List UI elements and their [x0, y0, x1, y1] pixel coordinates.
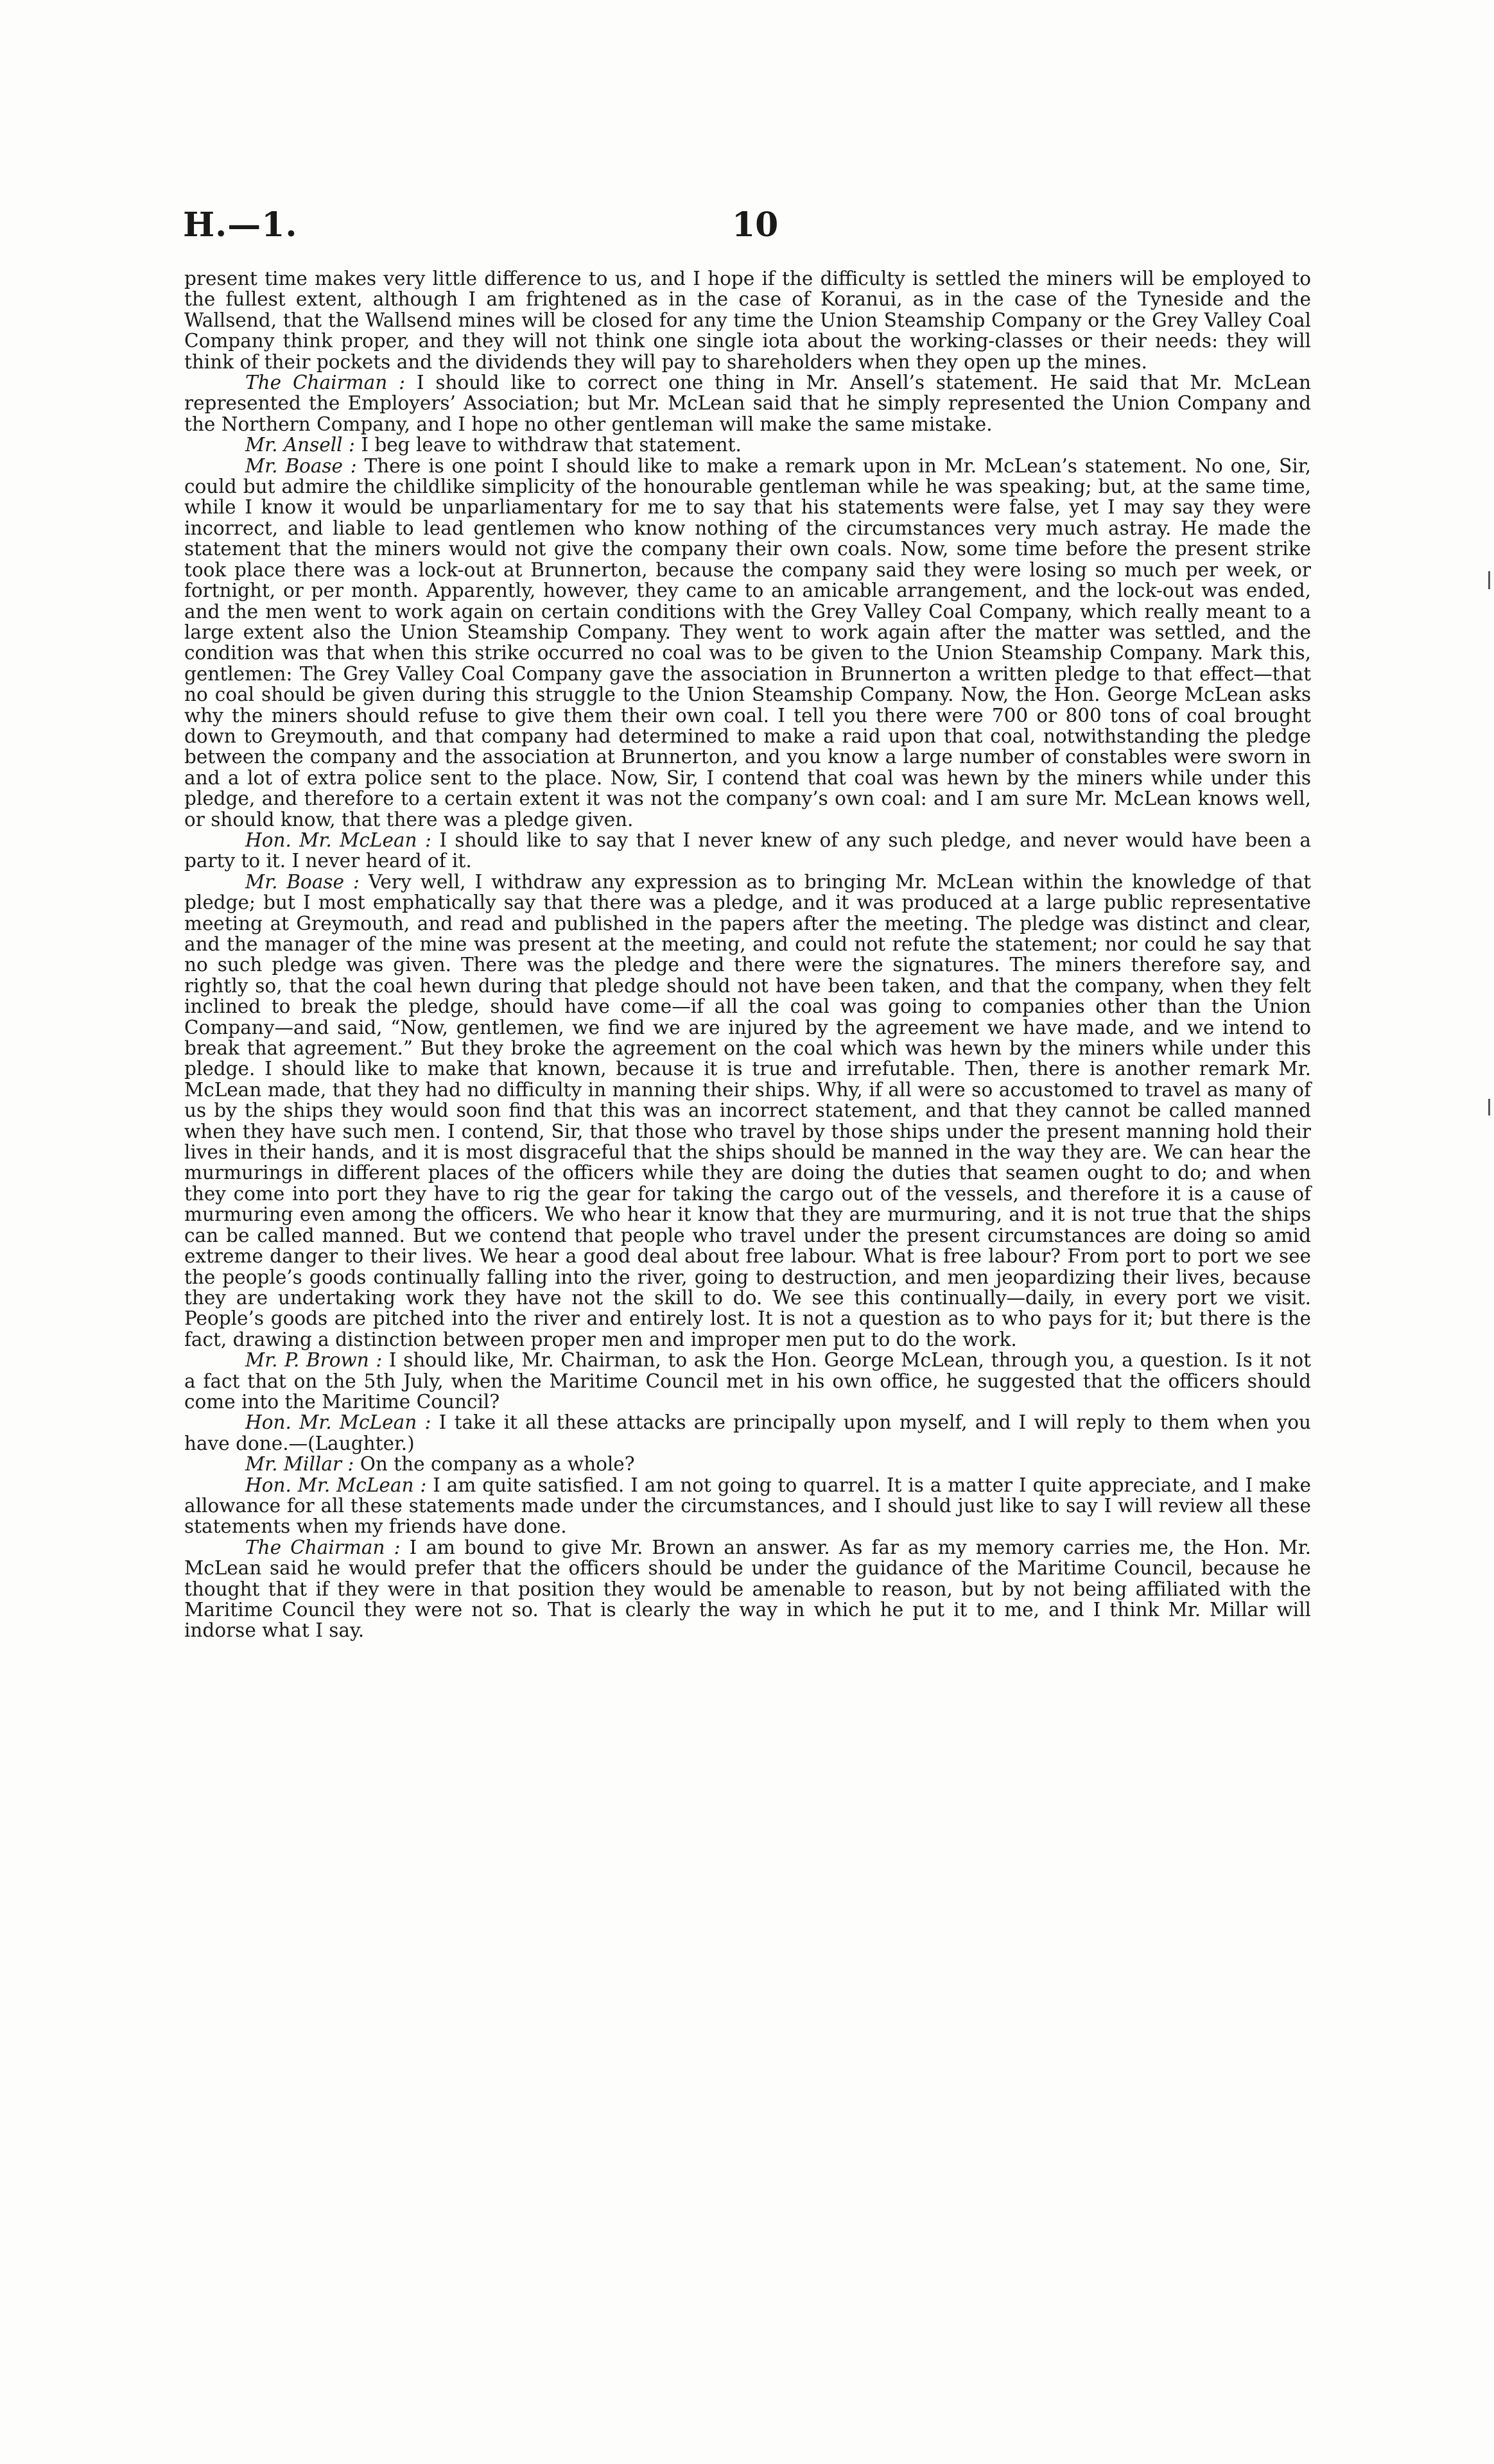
paragraph-text: I am bound to give Mr. Brown an answer. As far as my memory carries me, the Hon. Mr. McLean said he would prefer that the officers should be under the guidance of the Maritime Council, because he thought that if they were in that position they would be amenable to reason, but by not being affiliated with the Maritime Council they were not so. That is clearly the way in which he put it to me, and I think Mr. Millar will indorse what I say.	[184, 1536, 1311, 1642]
scan-mark	[1488, 571, 1490, 589]
paragraph	[184, 268, 1311, 372]
transcript-body	[184, 268, 1311, 1641]
speaker-name: Mr. P. Brown :	[245, 1349, 383, 1372]
paragraph-text: I take it all these attacks are principally upon myself, and I will reply to them when you have done.—(Laughter.)	[184, 1411, 1311, 1454]
speaker-name: Hon. Mr. McLean :	[245, 1474, 427, 1496]
paragraph	[184, 1350, 1311, 1412]
paragraph	[184, 435, 1311, 455]
paragraph-text: I beg leave to withdraw that statement.	[361, 434, 742, 456]
speaker-name: Hon. Mr. McLean :	[245, 1411, 431, 1434]
paragraph-text: I am quite satisfied. I am not going to quarrel. It is a matter I quite appreciate, and I make allowance for all these statements made under the circumstances, and I should just like to say I will review all these statements when my friends have done.	[184, 1474, 1311, 1538]
speaker-name: Mr. Millar :	[245, 1453, 354, 1476]
page-number: 10	[732, 205, 779, 245]
speaker-name: Mr. Ansell :	[245, 434, 355, 456]
paragraph	[184, 456, 1311, 830]
paragraph-text: I should like to correct one thing in Mr. Ansell’s statement. He said that Mr. McLean represented the Employers’ Association; but Mr. McLean said that he simply represented the Union Company and the Northern Company, and I hope no other gentleman will make the same mistake.	[184, 372, 1312, 435]
speaker-name: The Chairman :	[245, 372, 406, 394]
paragraph-text: Very well, I withdraw any expression as to bringing Mr. McLean within the knowledge of that pledge; but I most emphatically say that there was a pledge, and it was produced at a large public representative meeting at Greymouth, and read and published in the papers after the meeting. The pledge was distinct and clear, and the manager of the mine was present at the meeting, and could not refute the statement; nor could he say that no such pledge was given. There was the pledge and there were the signatures. The miners therefore say, and rightly so, that the coal hewn during that pledge should not have been taken, and that the company, when they felt inclined to break the pledge, should have come—if all the coal was going to companies other than the Union Company—and said, “Now, gentlemen, we find we are injured by the agreement we have made, and we intend to break that agreement.” But they broke the agreement on the coal which was hewn by the miners while under this pledge. I should like to make that known, because it is true and irrefutable. Then, there is another remark Mr. McLean made, that they had no difficulty in manning their ships. Why, if all were so accustomed to travel as many of us by the ships they would soon find that this was an incorrect statement, and that they cannot be called manned when they have such men. I contend, Sir, that those who travel by those ships under the present manning hold their lives in their hands, and it is most disgraceful that the ships should be manned in the way they are. We can hear the murmurings in different places of the officers while they are doing the duties that seamen ought to do; and when they come into port they have to rig the gear for taking the cargo out of the vessels, and therefore it is a cause of murmuring even among the officers. We who hear it know that they are murmuring, and it is not true that the ships can be called manned. But we contend that people who travel under the present circumstances are doing so amid extreme danger to their lives. We hear a good deal about free labour. What is free labour? From port to port we see the people’s goods continually falling into the river, going to destruction, and men jeopardizing their lives, because they are undertaking work they have not the skill to do. We see this continually—daily, in every port we visit. People’s goods are pitched into the river and entirely lost. It is not a question as to who pays for it; but there is the fact, drawing a distinction between proper men and improper men put to do the work.	[184, 870, 1311, 1350]
paragraph	[184, 1537, 1311, 1641]
paragraph	[184, 1475, 1311, 1537]
paragraph	[184, 1454, 1311, 1474]
paragraph-text: I should like to say that I never knew of any such pledge, and never would have been a party to it. I never heard of it.	[184, 829, 1311, 872]
paragraph-text: There is one point I should like to make a remark upon in Mr. McLean’s statement. No one, Sir, could but admire the childlike simplicity of the honourable gentleman while he was speaking; but, at the same time, while I know it would be unparliamentary for me to say that his statements were false, yet I may say they were incorrect, and liable to lead gentlemen who know nothing of the circumstances very much astray. He made the statement that the miners would not give the company their own coals. Now, some time before the present strike took place there was a lock-out at Brunnerton, because the company said they were losing so much per week, or fortnight, or per month. Apparently, however, they came to an amicable arrangement, and the lock-out was ended, and the men went to work again on certain conditions with the Grey Valley Coal Company, which really meant to a large extent also the Union Steamship Company. They went to work again after the matter was settled, and the condition was that when this strike occurred no coal was to be given to the Union Steamship Company. Mark this, gentlemen: The Grey Valley Coal Company gave the association in Brunnerton a written pledge to that effect—that no coal should be given during this struggle to the Union Steamship Company. Now, the Hon. George McLean asks why the miners should refuse to give them their own coal. I tell you there were 700 or 800 tons of coal brought down to Greymouth, and that company had determined to make a raid upon that coal, notwithstanding the pledge between the company and the association at Brunnerton, and you know a large number of constables were sworn in and a lot of extra police sent to the place. Now, Sir, I contend that coal was hewn by the miners while under this pledge, and therefore to a certain extent it was not the company’s own coal: and I am sure Mr. McLean knows well, or should know, that there was a pledge given.	[184, 454, 1311, 831]
paragraph	[184, 872, 1311, 1350]
speaker-name: Mr. Boase :	[245, 870, 360, 893]
paragraph	[184, 1412, 1311, 1454]
scan-mark	[1488, 1099, 1490, 1116]
speaker-name: Mr. Boase :	[245, 454, 357, 477]
paragraph	[184, 372, 1311, 435]
paragraph-text: present time makes very little difference to us, and I hope if the difficulty is settled the miners will be employed to the fullest extent, although I am frightened as in the case of Koranui, as in the case of the Tyneside and the Wallsend, that the Wallsend mines will be closed for any time the Union Steamship Company or the Grey Valley Coal Company think proper, and they will not think one single iota about the working-classes or their needs: they will think of their pockets and the dividends they will pay to shareholders when they open up the mines.	[184, 268, 1311, 373]
speaker-name: Hon. Mr. McLean :	[245, 829, 431, 851]
paragraph-text: On the company as a whole?	[360, 1453, 635, 1476]
document-code: H.—1.	[183, 205, 298, 245]
page-header	[183, 205, 1313, 257]
speaker-name: The Chairman :	[245, 1536, 401, 1558]
paragraph	[184, 830, 1311, 872]
paragraph-text: I should like, Mr. Chairman, to ask the Hon. George McLean, through you, a question. Is it not a fact that on the 5th July, when the Maritime Council met in his own office, he suggested that the officers should come into the Maritime Council?	[184, 1349, 1311, 1413]
